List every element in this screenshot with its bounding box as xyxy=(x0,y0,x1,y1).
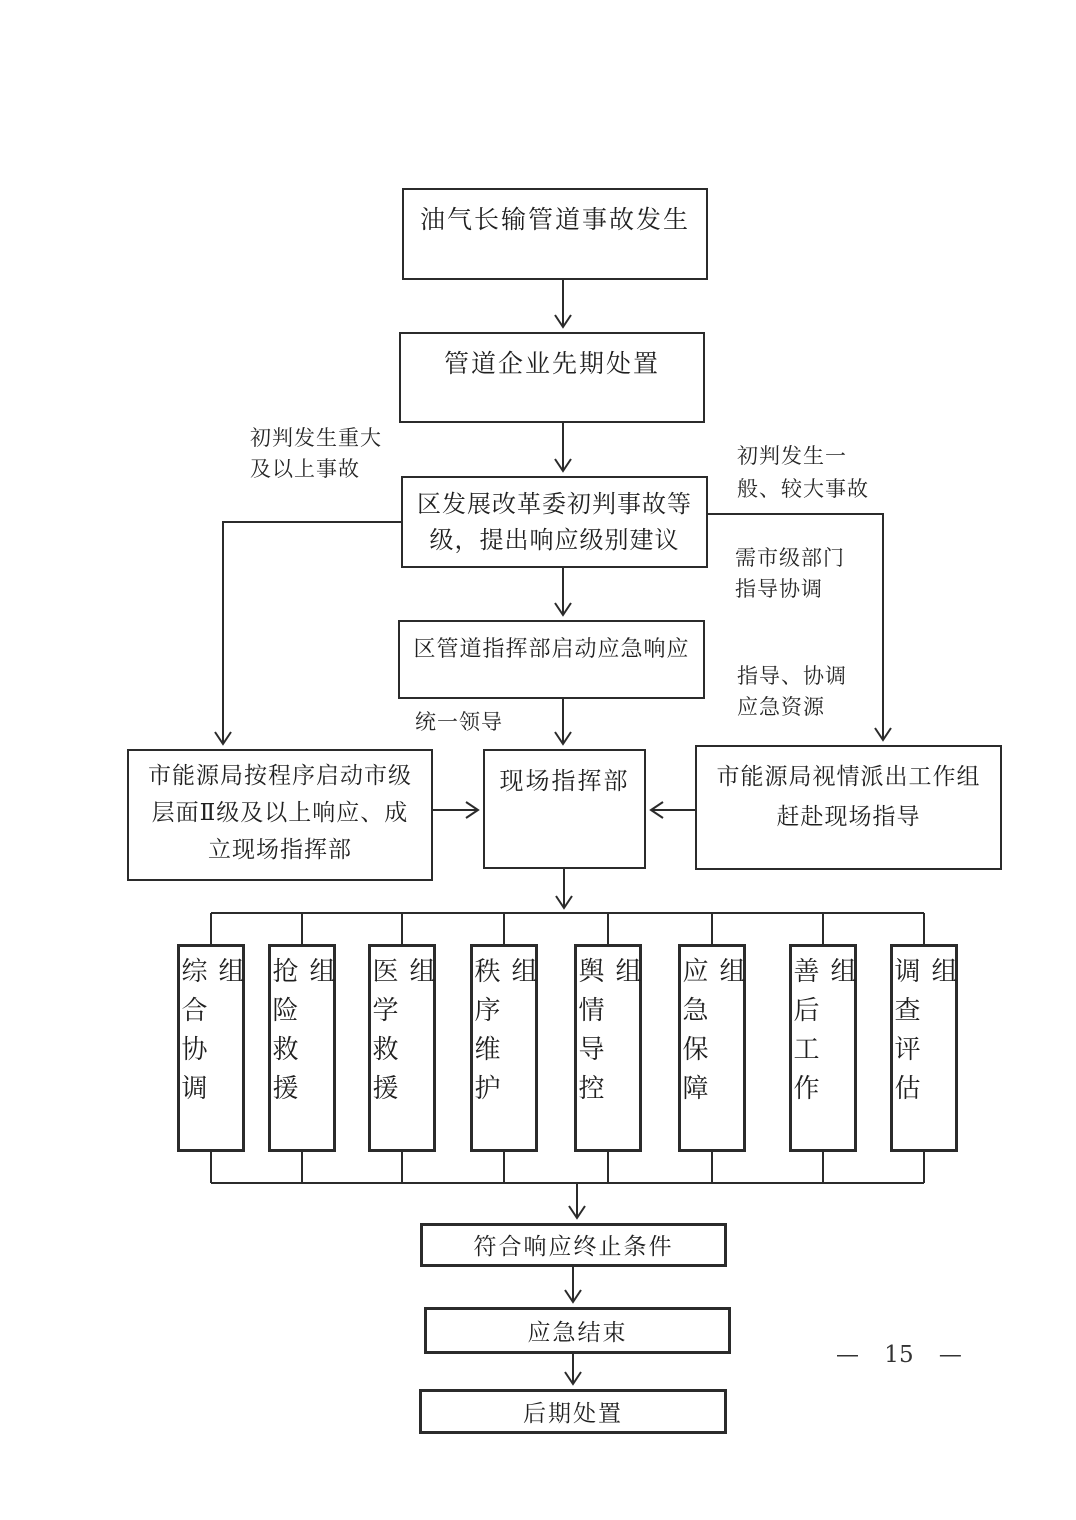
node-text-line: 立现场指挥部 xyxy=(208,837,352,863)
edge-label-line: 及以上事故 xyxy=(250,457,360,481)
node-text: 应急结束 xyxy=(527,1320,628,1346)
node-text-line: 赶赴现场指导 xyxy=(776,804,921,830)
group-investigation-evaluation xyxy=(890,944,958,1152)
distribution-stubs xyxy=(211,913,924,944)
node-response-end xyxy=(424,1307,731,1354)
group-label: 抢险救援组 xyxy=(268,957,335,1113)
node-text: 油气长输管道事故发生 xyxy=(419,205,690,234)
node-text-line: 层面Ⅱ级及以上响应、成 xyxy=(151,800,409,826)
edge-label-line: 初判发生重大 xyxy=(250,426,382,450)
node-text: 符合响应终止条件 xyxy=(473,1234,674,1260)
group-label: 秩序维护组 xyxy=(470,957,537,1113)
group-label: 综合协调组 xyxy=(177,957,244,1113)
edge-label-line: 统一领导 xyxy=(415,710,503,734)
edge-label-line: 应急资源 xyxy=(737,695,825,719)
edge-label-line: 指导、协调 xyxy=(737,664,847,688)
node-city-activate xyxy=(127,749,433,881)
group-label: 调查评估组 xyxy=(890,957,957,1113)
group-emergency-support xyxy=(678,944,746,1152)
node-text-line: 区发展改革委初判事故等 xyxy=(417,490,692,518)
group-label: 应急保障组 xyxy=(678,957,745,1113)
edge-label-city-guidance-needed xyxy=(735,543,845,605)
edge-assess-to-city-activate xyxy=(223,522,401,744)
node-onsite-hq xyxy=(483,749,646,869)
node-terminate-check xyxy=(420,1223,727,1267)
node-initial-disposal xyxy=(399,332,705,423)
edge-label-line: 需市级部门 xyxy=(735,546,845,570)
group-aftermath-work xyxy=(789,944,857,1152)
node-text-line: 市能源局按程序启动市级 xyxy=(148,763,412,789)
group-label: 舆情导控组 xyxy=(574,957,641,1113)
edge-label-line: 般、较大事故 xyxy=(737,477,869,501)
group-label: 善后工作组 xyxy=(789,957,856,1113)
edge-label-unified-leadership xyxy=(415,707,503,738)
page-number: — 15 — xyxy=(836,1342,962,1368)
group-comprehensive-coordination xyxy=(177,944,245,1152)
node-text-line: 级，提出响应级别建议 xyxy=(429,526,680,554)
collect-stubs xyxy=(211,1152,924,1183)
node-post-disposal xyxy=(419,1389,727,1434)
node-assess-level xyxy=(401,476,708,568)
node-text: 后期处置 xyxy=(523,1401,623,1427)
group-rescue xyxy=(268,944,336,1152)
group-order-maintenance xyxy=(470,944,538,1152)
group-medical-rescue xyxy=(368,944,436,1152)
group-label: 医学救援组 xyxy=(368,957,435,1113)
node-text: 管道企业先期处置 xyxy=(443,349,660,378)
node-text: 现场指挥部 xyxy=(499,767,630,795)
edge-label-line: 初判发生一 xyxy=(737,444,847,468)
node-text-line: 市能源局视情派出工作组 xyxy=(716,764,981,790)
edge-label-guide-coordinate xyxy=(737,661,847,723)
node-text: 区管道指挥部启动应急响应 xyxy=(413,637,690,662)
group-public-opinion xyxy=(574,944,642,1152)
node-city-workgroup xyxy=(695,745,1002,870)
edge-label-general-accident xyxy=(737,440,869,506)
edge-label-major-accident xyxy=(250,423,382,485)
node-district-command xyxy=(398,620,705,699)
edge-label-line: 指导协调 xyxy=(735,577,823,601)
node-accident-start xyxy=(402,188,708,280)
